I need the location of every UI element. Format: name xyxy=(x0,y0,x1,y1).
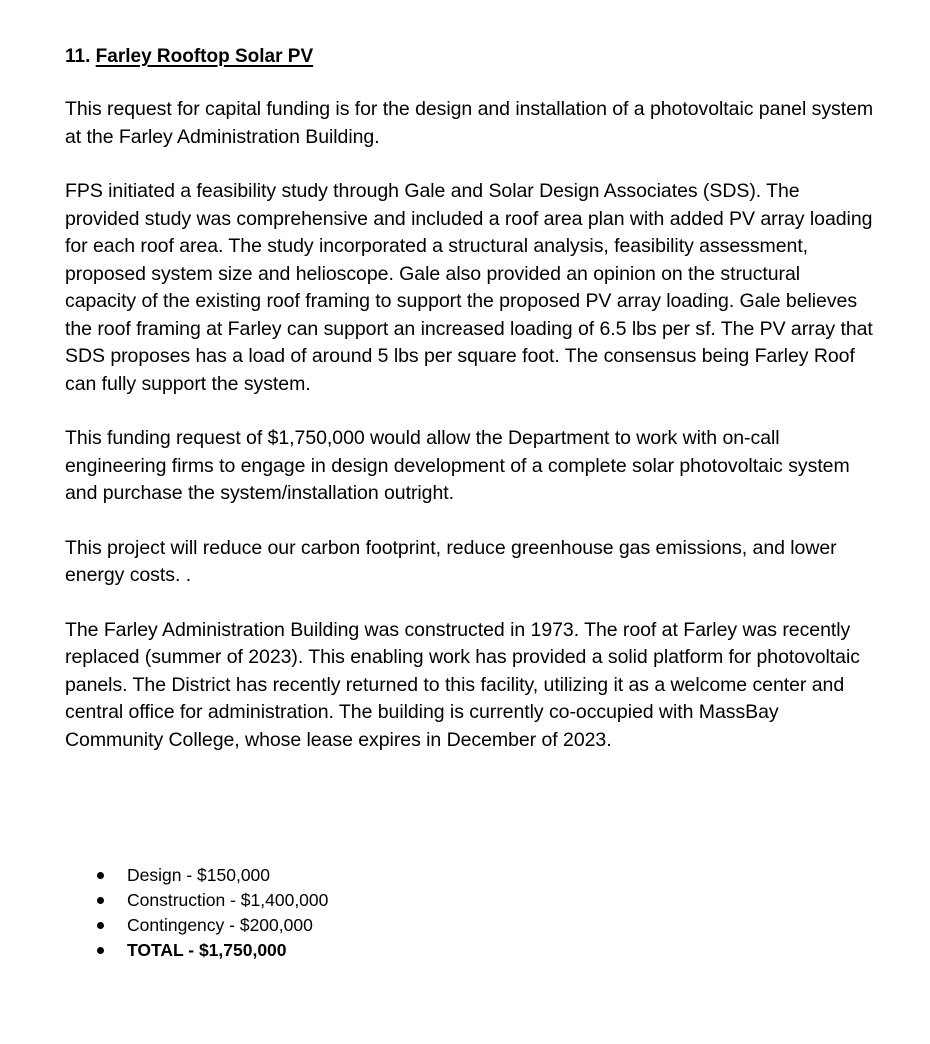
section-number: 11. xyxy=(65,46,91,67)
budget-item-label: Design - $150,000 xyxy=(127,865,271,885)
budget-item-contingency xyxy=(95,913,328,938)
paragraph-intro: This request for capital funding is for the design and installation of a photovoltaic panel system at the Farley Administration Building. xyxy=(65,98,874,148)
paragraph-feasibility-study: FPS initiated a feasibility study through Gale and Solar Design Associates (SDS). The provided study was comprehensive and included a roof area plan with added PV array loading for each roof area. The study incorporated a structural analysis, feasibility assessment, proposed system size and helioscope. Gale also provided an opinion on the structural capacity of the existing roof framing to support the proposed PV array loading. Gale believes the roof framing at Farley can support an increased loading of 6.5 lbs per sf. The PV array that SDS proposes has a load of around 5 lbs per square foot. The consensus being Farley Roof can fully support the system. xyxy=(65,180,873,395)
bullet-icon xyxy=(97,947,104,954)
section-heading xyxy=(65,43,875,70)
paragraph-funding-request: This funding request of $1,750,000 would allow the Department to work with on-call engineering firms to engage in design development of a complete solar photovoltaic system and purchase the system/installation outright. xyxy=(65,427,850,504)
budget-item-label: Contingency - $200,000 xyxy=(127,915,313,935)
budget-item-construction xyxy=(95,888,328,913)
bullet-icon xyxy=(97,897,104,904)
paragraph-benefits: This project will reduce our carbon footprint, reduce greenhouse gas emissions, and lower energy costs. . xyxy=(65,536,837,586)
budget-item-design xyxy=(95,863,328,888)
budget-total-label: TOTAL - $1,750,000 xyxy=(127,940,287,960)
budget-item-label: Construction - $1,400,000 xyxy=(127,890,329,910)
budget-list xyxy=(95,863,328,963)
paragraph-building-history: The Farley Administration Building was constructed in 1973. The roof at Farley was recently replaced (summer of 2023). This enabling work has provided a solid platform for photovoltaic panels. The District has recently returned to this facility, utilizing it as a welcome center and central office for administration. The building is currently co-occupied with MassBay Community College, whose lease expires in December of 2023. xyxy=(65,618,860,751)
document-page xyxy=(65,43,875,754)
bullet-icon xyxy=(97,872,104,879)
section-title: Farley Rooftop Solar PV xyxy=(95,46,314,67)
budget-item-total xyxy=(95,938,328,963)
bullet-icon xyxy=(97,922,104,929)
